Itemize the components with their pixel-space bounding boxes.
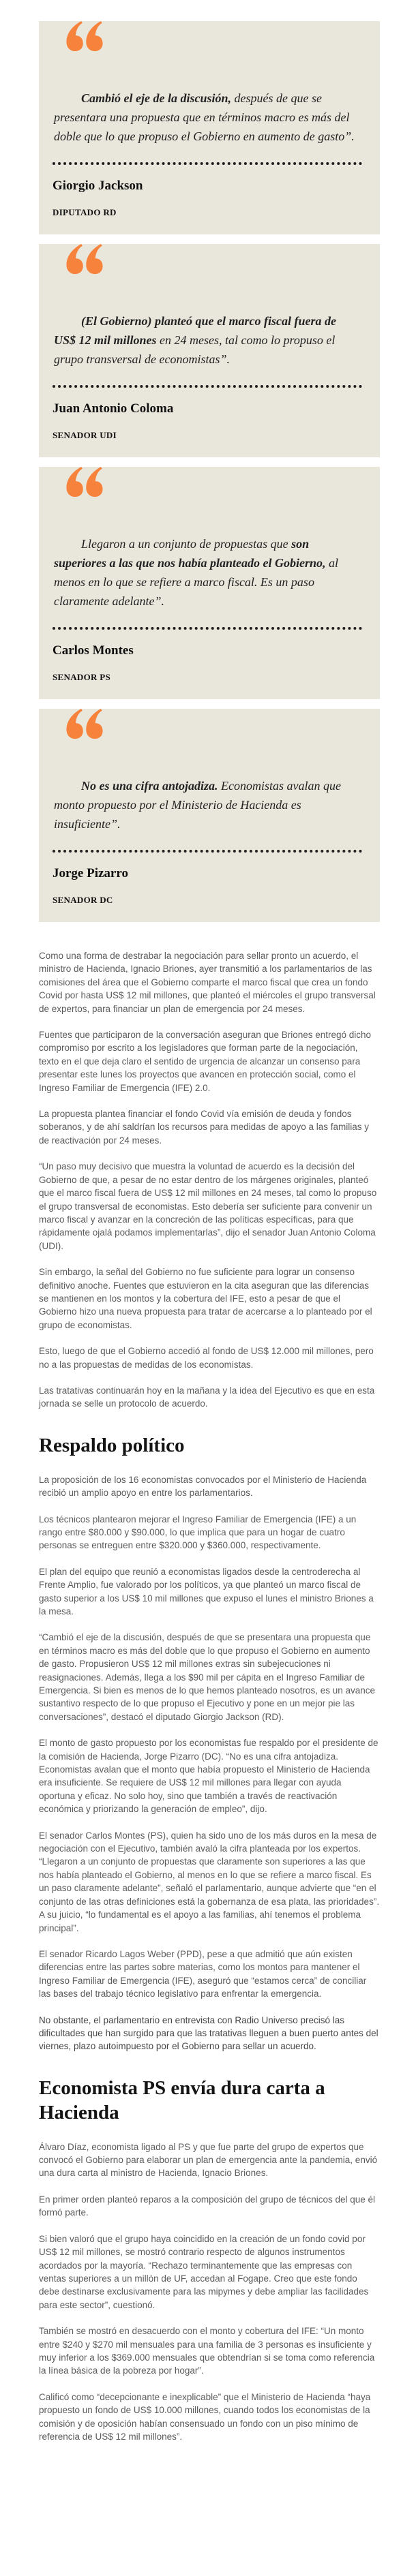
quote-body-text: en 24 meses, tal como lo propuso el grupo transversal de economistas”. (54, 333, 336, 366)
article-paragraph: Álvaro Díaz, economista ligado al PS y que fue parte del grupo de expertos que convocó el Gobierno para elaborar un plan de emergencia ante la pandemia, envió una dura carta al ministro de Hacienda, Ignacio Briones. (39, 2141, 378, 2179)
pull-quote-card (39, 467, 380, 699)
dotted-divider (53, 850, 362, 853)
article-paragraph: Esto, luego de que el Gobierno accedió al fondo de US$ 12.000 mil millones, pero no a las propuestas de medidas de los economistas. (39, 1346, 374, 1370)
article-paragraph: Calificó como “decepcionante e inexplicable” que el Ministerio de Hacienda “haya propuesto un fondo de US$ 10.000 millones, cuando todos los economistas de la comisión y de oposición habían consensuado un fondo con un piso mínimo de referencia de US$ 12 mil millones”. (39, 2391, 371, 2442)
quote-author-role: SENADOR DC (53, 895, 113, 905)
article-paragraph: Los técnicos plantearon mejorar el Ingreso Familiar de Emergencia (IFE) a un rango entre $80.000 y $90.000, lo que implica que para un hogar de cuatro personas se entreguen entre $320.000 y $360.000, respectivamente. (39, 1514, 357, 1551)
pull-quote-card (39, 21, 380, 234)
pull-quote-text (54, 534, 359, 611)
quote-author-name: Carlos Montes (53, 643, 134, 658)
quote-lead-bold: No es una cifra antojadiza. (81, 779, 218, 793)
quote-author-name: Jorge Pizarro (53, 866, 128, 880)
quote-lead-bold: son superiores a las que nos había planteado el Gobierno, (54, 537, 326, 570)
pull-quote-text (54, 89, 359, 146)
pull-quote-text (54, 776, 359, 833)
pull-quote-text (54, 311, 359, 369)
quote-body-text: después de que se presentara una propuesta que en términos macro es más del doble que lo que propuso el Gobierno en aumento de gasto”. (54, 91, 355, 143)
quote-body-text: Economistas avalan que monto propuesto por el Ministerio de Hacienda es insuficiente”. (54, 779, 342, 831)
article-paragraph: La propuesta plantea financiar el fondo Covid vía emisión de deuda y fondos soberanos, y de ahí saldrían los recursos para medidas de apoyo a las familias y de reactivación por 24 meses. (39, 1109, 370, 1146)
quote-body-text: Llegaron a un conjunto de propuestas que (81, 537, 292, 551)
article-paragraph: En primer orden planteó reparos a la composición del grupo de técnicos del que él formó parte. (39, 2194, 376, 2218)
quote-author-role: DIPUTADO RD (53, 207, 117, 217)
section-heading: Respaldo político (39, 1434, 185, 1456)
open-quote-icon (65, 467, 362, 497)
quote-lead-bold: Cambió el eje de la discusión, (81, 91, 231, 105)
quote-lead-bold: (El Gobierno) planteó que el marco fiscal fuera de US$ 12 mil millones (54, 314, 336, 347)
quote-body-text: al menos en lo que se refiere a marco fiscal. Es un paso claramente adelante”. (54, 556, 339, 608)
article-paragraph: El monto de gasto propuesto por los economistas fue respaldo por el presidente de la comisión de Hacienda, Jorge Pizarro (DC). “No es una cifra antojadiza. Economistas avalan que el monto que había propuesto el Ministerio de Hacienda era insuficiente. Se requiere de US$ 12 mil millones para llegar con ayuda oportuna y eficaz. No solo hoy, sino que también a través de reactivación económica y priorizando la generación de empleo”, dijo. (39, 1738, 378, 1815)
article-paragraph: Fuentes que participaron de la conversación aseguran que Briones entregó dicho compromiso por escrito a los legisladores que forman parte de la negociación, texto en el que deja claro el sentido de urgencia de alcanzar un consenso para presentar este lunes los proyectos que avancen en protección social, como el Ingreso Familiar de Emergencia (IFE) 2.0. (39, 1030, 372, 1093)
article-paragraph: No obstante, el parlamentario en entrevista con Radio Universo precisó las dificultades que han surgido para que las tratativas lleguen a buen puerto antes del viernes, plazo autoimpuesto por el Gobierno para sellar un acuerdo. (39, 2014, 378, 2052)
article-paragraph: La proposición de los 16 economistas convocados por el Ministerio de Hacienda recibió un amplio apoyo en entre los parlamentarios. (39, 1474, 367, 1499)
section-heading: Economista PS envía dura carta a Hacienda (39, 2076, 325, 2123)
dotted-divider (53, 385, 362, 388)
quote-author-name: Giorgio Jackson (53, 179, 143, 193)
pull-quote-card (39, 709, 380, 922)
quote-author-role: SENADOR UDI (53, 430, 117, 440)
article-paragraph: Sin embargo, la señal del Gobierno no fue suficiente para lograr un consenso definitivo anoche. Fuentes que estuvieron en la cita aseguran que las diferencias se mantienen en los montos y la cobertura del IFE, esto a pesar de que el Gobierno hizo una nueva propuesta para tratar de acercarse a lo planteado por el grupo de economistas. (39, 1267, 372, 1330)
open-quote-icon (65, 244, 362, 275)
article-paragraph: Como una forma de destrabar la negociación para sellar pronto un acuerdo, el ministro de Hacienda, Ignacio Briones, ayer transmitió a los parlamentarios de las comisiones del área que el Gobierno comparte el marco fiscal que crea un fondo Covid por hasta US$ 12 mil millones, que planteó el miércoles el grupo transversal de expertos, para financiar un plan de emergencia por 24 meses. (39, 951, 376, 1014)
article-body (39, 949, 380, 2443)
article-paragraph: El plan del equipo que reunió a economistas ligados desde la centroderecha al Frente Amplio, fue valorado por los políticos, ya que planteó un marco fiscal de gasto superior a los US$ 10 mil millones que expuso el lunes el ministro Briones a la mesa. (39, 1566, 374, 1616)
dotted-divider (53, 162, 362, 165)
dotted-divider (53, 627, 362, 630)
quote-cards (39, 21, 380, 922)
article-paragraph: Las tratativas continuarán hoy en la mañana y la idea del Ejecutivo es que en esta jornada se selle un protocolo de acuerdo. (39, 1385, 375, 1409)
quote-author-name: Juan Antonio Coloma (53, 401, 174, 416)
article-paragraph: Si bien valoró que el grupo haya coincidido en la creación de un fondo covid por US$ 12 mil millones, se mostró contrario respecto de algunos instrumentos acordados por la mayoría. “Rechazo terminantemente que las empresas con ventas superiores a un millón de UF, accedan al Fogape. Creo que este fondo debe destinarse exclusivamente para las mipymes y debe ampliar las facilidades para este sector”, cuestionó. (39, 2233, 369, 2310)
pull-quote-card (39, 244, 380, 457)
open-quote-icon (65, 709, 362, 739)
article-paragraph: También se mostró en desacuerdo con el monto y cobertura del IFE: “Un monto entre $240 y $270 mil mensuales para una familia de 3 personas es insuficiente y muy inferior a los $369.000 mensuales que obtendrían si se toma como referencia la línea básica de la pobreza por hogar”. (39, 2326, 375, 2376)
article-paragraph: El senador Carlos Montes (PS), quien ha sido uno de los más duros en la mesa de negociación con el Ejecutivo, también avaló la cifra planteada por los expertos. “Llegaron a un conjunto de propuestas que claramente son superiores a las que nos había planteado el Gobierno, al menos en lo que se refiere a marco fiscal. Es un paso claramente adelante”, señaló el parlamentario, aunque advierte que “en el conjunto de las otras definiciones está la gobernanza de esa plata, las prioridades”. A su juicio, “lo fundamental es el apoyo a las familias, ahí tenemos el problema principal”. (39, 1830, 380, 1933)
quote-author-role: SENADOR PS (53, 672, 110, 682)
article-paragraph: “Un paso muy decisivo que muestra la voluntad de acuerdo es la decisión del Gobierno de que, a pesar de no estar dentro de los márgenes originales, planteó que el marco fiscal fuera de US$ 12 mil millones en 24 meses, tal como lo propuso el grupo transversal de economistas. Esto debería ser suficiente para convenir un marco fiscal y avanzar en la concreción de las políticas específicas, para que rápidamente ojalá podamos implementarlas”, dijo el senador Juan Antonio Coloma (UDI). (39, 1161, 377, 1251)
article-paragraph: “Cambió el eje de la discusión, después de que se presentara una propuesta que en términos macro es más del doble que lo que propuso el Gobierno en aumento de gasto. Propusieron US$ 12 mil millones extras sin subejecuciones ni reasignaciones. Además, llega a los $90 mil per cápita en el Ingreso Familiar de Emergencia. Si bien es menos de lo que hemos planteado nosotros, es un avance sustantivo respecto de lo que propuso el Ejecutivo y pone en un mejor pie las conversaciones”, destacó el diputado Giorgio Jackson (RD). (39, 1632, 376, 1722)
article-paragraph: El senador Ricardo Lagos Weber (PPD), pese a que admitió que aún existen diferencias entre las partes sobre materias, como los montos para mantener el Ingreso Familiar de Emergencia (IFE), aseguró que “estamos cerca” de conciliar las bases del trabajo técnico legislativo para enfrentar la emergencia. (39, 1948, 367, 1999)
open-quote-icon (65, 21, 362, 52)
